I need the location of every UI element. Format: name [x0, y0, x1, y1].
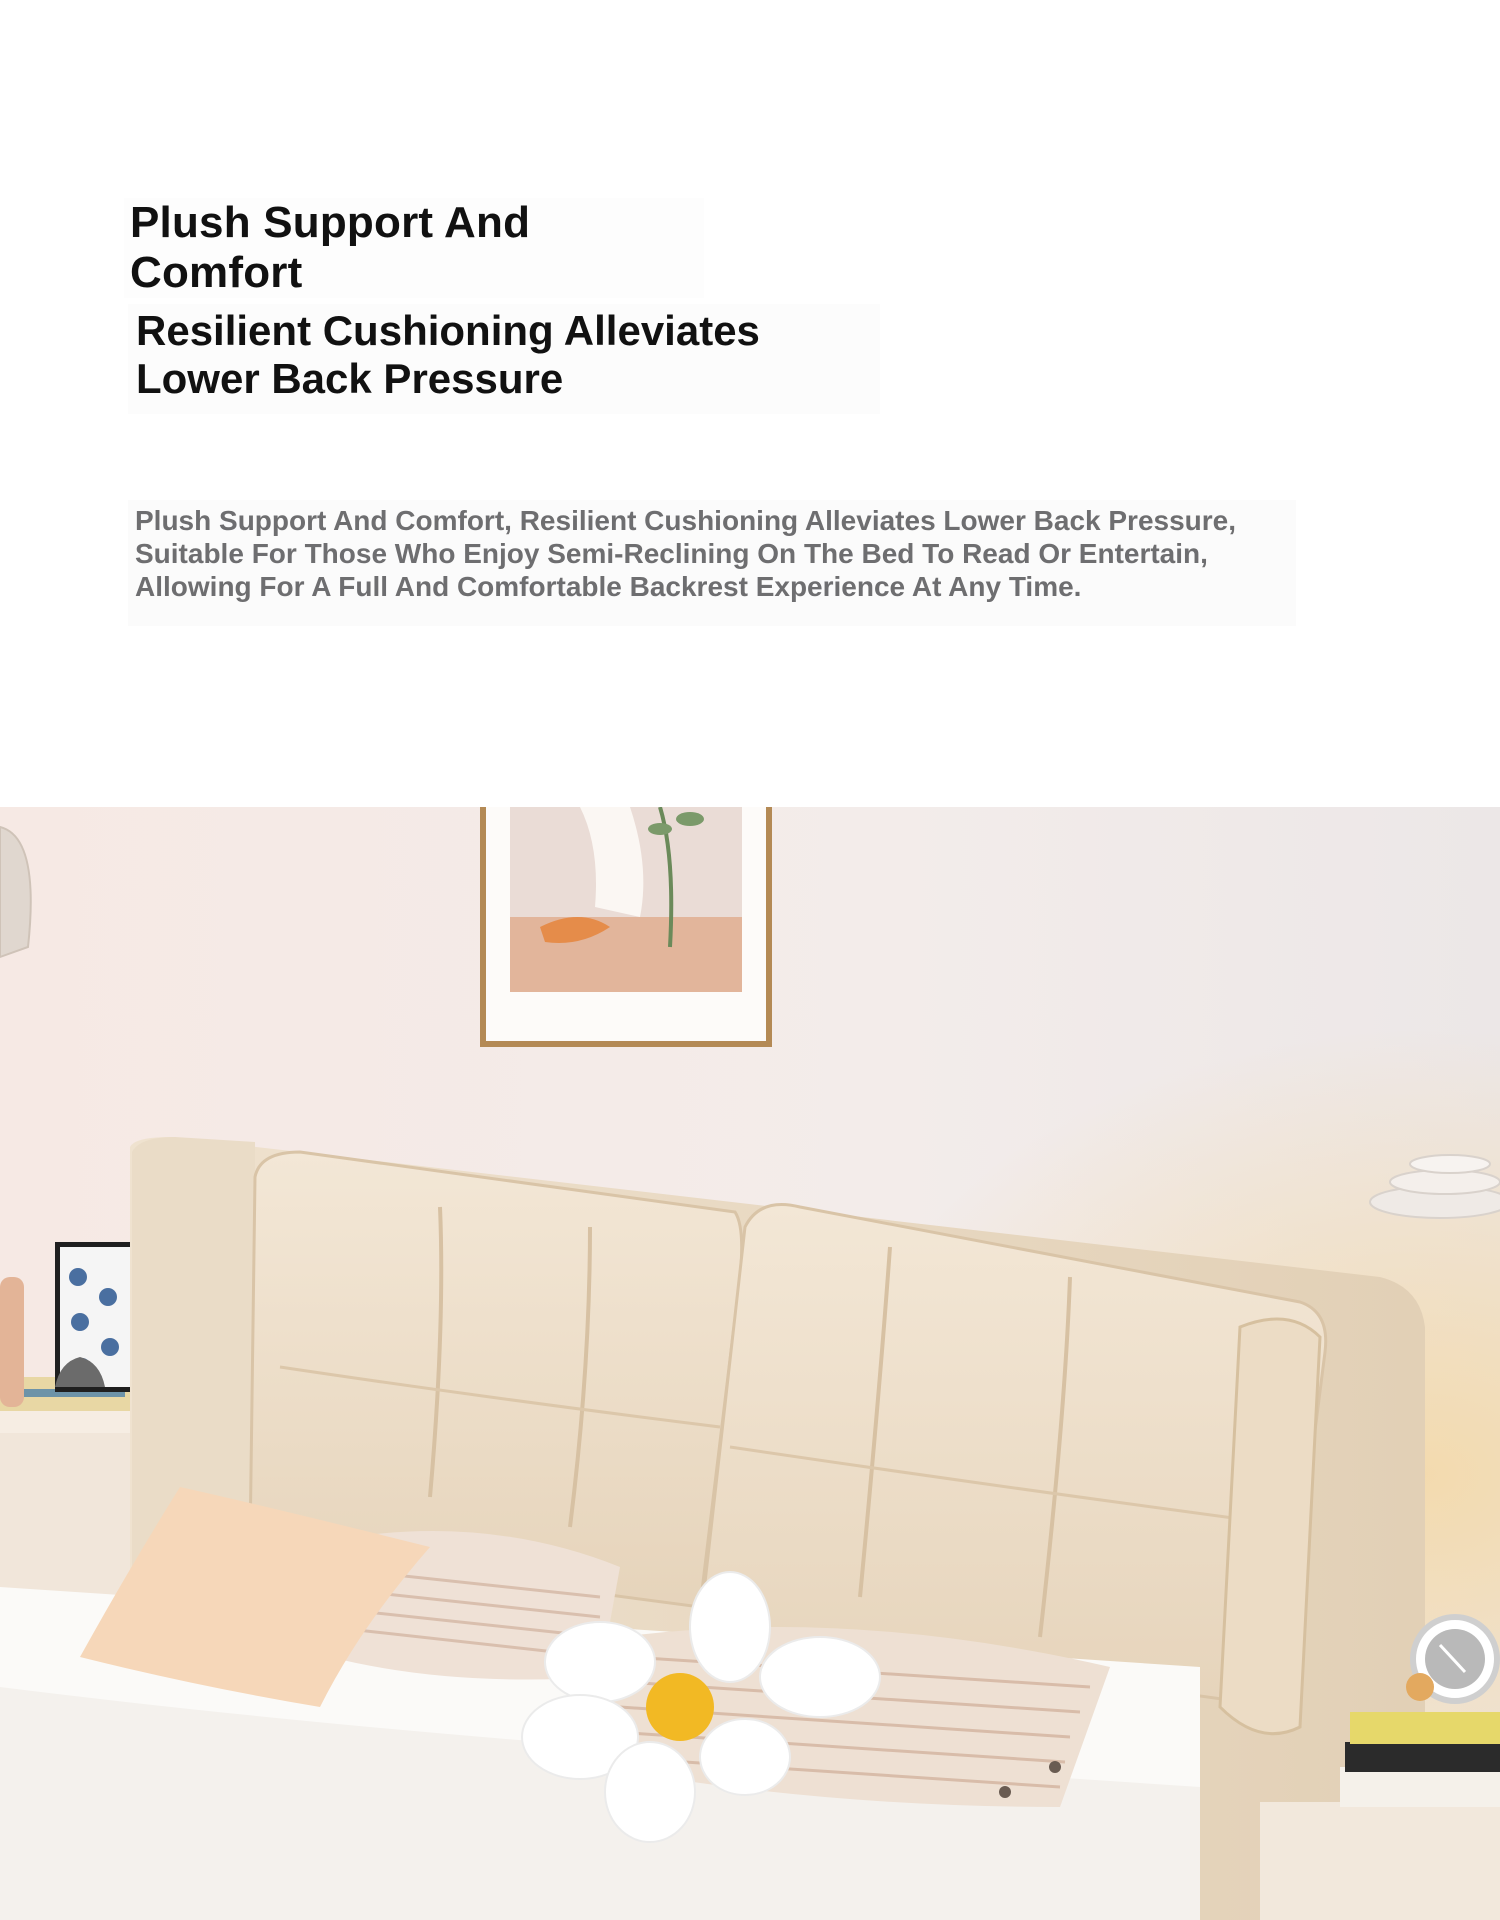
subtitle-block [128, 304, 880, 414]
heading-block [124, 198, 704, 298]
page-title: Plush Support And Comfort [130, 198, 531, 297]
description-block [128, 500, 1296, 626]
product-description: Plush Support And Comfort, Resilient Cushioning Alleviates Lower Back Pressure, Suitable For Those Who Enjoy Semi-Reclining On The Bed To Read Or Entertain, Allowing For A Full And Comfortable Backrest Experience At Any Time. [135, 505, 1237, 602]
product-photo [0, 807, 1500, 1920]
page-subtitle: Resilient Cushioning Alleviates Lower Back Pressure [136, 307, 760, 402]
